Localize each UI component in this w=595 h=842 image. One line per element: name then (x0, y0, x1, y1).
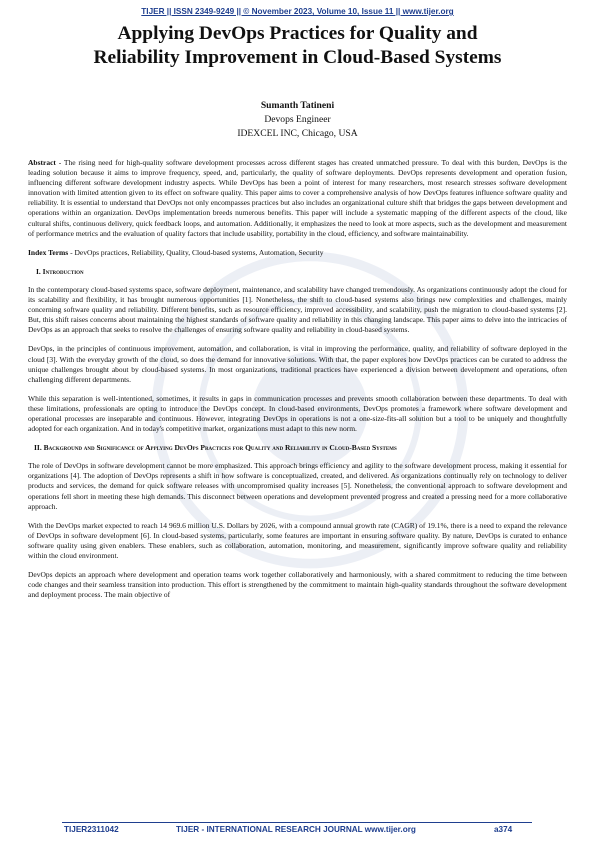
abstract (28, 158, 567, 239)
abstract-text: - The rising need for high-quality software development processes across different stages has created unmatched pressure. To deal with this burden, DevOps is the leading solution because it aims to improve frequency, speed, and, particularly, the quality of software deployments. DevOps represents development and operation fusion, influencing different software development industry aspects. While DevOps has been a point of interest for many researchers, most research stresses software development innovation with limited attention given to its effect on software quality. This paper aims to cover a comprehensive analysis of how DevOps features influence software quality and reliability. It is essential to understand that DevOps not only encompasses practices but also includes an organizational culture shift that bridges the gaps between development and operations within an organization. DevOps implementation breeds numerous benefits. This paper will include a systematic mapping of the different aspects of the cloud, like cultural shifts, continuous delivery, quick feedback loops, and automation. Additionally, it emphasizes the need to look at more aspects, such as the development and measurement of performance metrics and the evaluation of quality factors that include usability, portability in the cloud, efficiency, and software maintainability. (28, 158, 567, 238)
section-1-title: Introduction (42, 266, 84, 276)
author-role: Devops Engineer (264, 114, 331, 125)
author-block (0, 99, 595, 141)
author-name: Sumanth Tatineni (260, 100, 335, 111)
section-1-number: I. (36, 266, 43, 276)
index-terms-label: Index Terms (28, 247, 69, 257)
section-1-paragraph: DevOps, in the principles of continuous improvement, automation, and collaboration, is vital in improving the performance, quality, and reliability of software deployed in the cloud [3]. With the everyday growth of the cloud, so does the demand for innovative solutions. With that, the paper explores how DevOps practices can be curated to address the unique challenges brought about by cloud-based systems. In most organizations, traditional practices have experienced a division between development and operations, often challenging different departments. (28, 344, 567, 384)
section-2-paragraph: DevOps depicts an approach where development and operation teams work together collaboratively and harmoniously, with a shared commitment to reducing the time between code changes and their seamless transition into production. This effort is strengthened by the commitment to maintain high-quality standards throughout the software development and deployment process. The main objective of (28, 570, 567, 600)
section-2-paragraph: With the DevOps market expected to reach 14 969.6 million U.S. Dollars by 2026, with a compound annual growth rate (CAGR) of 19.1%, there is a need to expand the relevance of DevOps in software development [6]. In cloud-based systems, particularly, some features are important in ensuring software quality. By nature, DevOps is curated to enhance software quality using given enablers. These enablers, such as collaboration, automation, monitoring, and measurement, significantly improve software quality and reliability within the cloud environment. (28, 520, 567, 560)
footer-rule (62, 822, 532, 823)
section-2-heading (28, 443, 567, 453)
section-1-paragraph: While this separation is well-intentioned, sometimes, it results in gaps in communication processes and prevents smooth collaboration between these departments. To deal with these limitations, professionals are opting to introduce the DevOps concept. In cloud-based environments, DevOps promotes a framework where software development and operational processes are inseparable and continuous. However, integrating DevOps in operations is not a one-size-fits-all solution but a tool to be uniquely and thoughtfully adopted for each organization. And in today's competitive market, organizations must adapt to this new norm. (28, 393, 567, 434)
index-terms (28, 248, 567, 258)
section-1-heading (28, 267, 567, 277)
section-2-number: II. (34, 443, 44, 453)
paper-body (28, 158, 567, 609)
author-affiliation: IDEXCEL INC, Chicago, USA (237, 128, 358, 139)
journal-header[interactable]: TIJER || ISSN 2349-9249 || © November 2023, Volume 10, Issue 11 || www.tijer.org (141, 7, 454, 16)
section-2-title: Background and Significance of Applying DevOps Practices for Quality and Reliability in Cloud-Based Systems (43, 443, 397, 453)
footer-journal[interactable]: TIJER - INTERNATIONAL RESEARCH JOURNAL www.tijer.org (176, 825, 416, 834)
abstract-label: Abstract (28, 158, 56, 167)
footer-paper-id: TIJER2311042 (64, 825, 119, 834)
section-2-paragraph: The role of DevOps in software development cannot be more emphasized. This approach brings efficiency and agility to the software development process, making it essential for organizations [4]. The adoption of DevOps represents a shift in how software is conceptualized, created, and delivered. As organizations continually rely on technology to deliver products and services, the demand for quick software releases with uncompromised quality increases [5]. Nonetheless, the conventional approach to software development and operations fell short in meeting these high demands. This disconnect between operations and development prevented progress and created a pressing need for a more collaborative approach. (28, 461, 567, 511)
index-terms-text: - DevOps practices, Reliability, Quality, Cloud-based systems, Automation, Security (68, 247, 324, 257)
footer-page-number: a374 (494, 825, 513, 834)
title-line-2: Reliability Improvement in Cloud-Based Systems (93, 47, 502, 68)
section-1-paragraph: In the contemporary cloud-based systems space, software deployment, maintenance, and scalability have changed tremendously. As organizations continuously adopt the cloud for its scalability and flexibility, it has brought numerous opportunities [1]. Nonetheless, the shift to cloud-based systems also brings new complexities and challenges, mainly concerning software quality and reliability. Different benefits, such as resource efficiency, improved accessibility, and scalability, push the migration to cloud-based systems [2]. But, this shift raises concerns about maintaining the highest standards of software quality and reliability in this changing landscape. This paper aims to delve into the intricacies of DevOps as an approach that seeks to resolve the challenges of ensuring software quality and reliability in cloud-based systems. (28, 284, 567, 335)
paper-title (20, 22, 575, 70)
title-line-1: Applying DevOps Practices for Quality and (117, 23, 478, 44)
